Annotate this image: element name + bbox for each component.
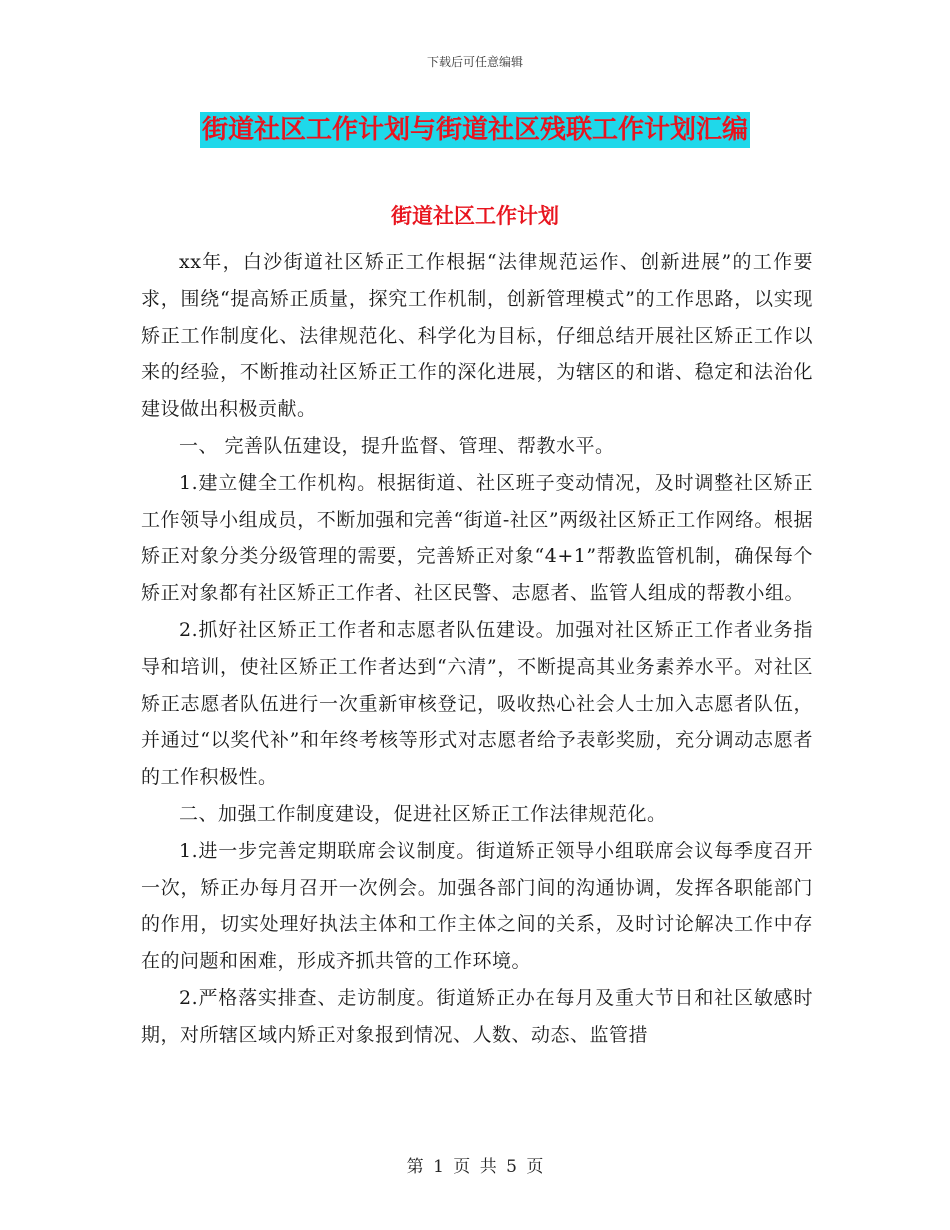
heading-section-two: 二、加强工作制度建设，促进社区矫正工作法律规范化。 (179, 802, 667, 825)
document-title: 街道社区工作计划与街道社区残联工作计划汇编 (200, 112, 750, 148)
section-title: 街道社区工作计划 (391, 204, 559, 228)
page-number-footer: 第 1 页 共 5 页 (406, 1157, 544, 1177)
paragraph-item-1-2: 2.抓好社区矫正工作者和志愿者队伍建设。加强对社区矫正工作者业务指导和培训，使社区矫正工作者达到“六清”，不断提高其业务素养水平。对社区矫正志愿者队伍进行一次重新审核登记，吸收热心社会人士加入志愿者队伍，并通过“以奖代补”和年终考核等形式对志愿者给予表彰奖励，充分调动志愿者的工作积极性。 (141, 618, 813, 789)
paragraph-item-2-2: 2.严格落实排查、走访制度。街道矫正办在每月及重大节日和社区敏感时期，对所辖区域内矫正对象报到情况、人数、动态、监管措 (141, 986, 813, 1046)
heading-section-one: 一、 完善队伍建设，提升监督、管理、帮教水平。 (179, 434, 615, 457)
paragraph-item-1-1: 1.建立健全工作机构。根据街道、社区班子变动情况，及时调整社区矫正工作领导小组成员，不断加强和完善“街道-社区”两级社区矫正工作网络。根据矫正对象分类分级管理的需要，完善矫正对象“4+1”帮教监管机制，确保每个矫正对象都有社区矫正工作者、社区民警、志愿者、监管人组成的帮教小组。 (141, 471, 813, 605)
document-body (141, 244, 813, 1054)
document-title-container (0, 112, 950, 148)
paragraph-item-2-1: 1.进一步完善定期联席会议制度。街道矫正领导小组联席会议每季度召开一次，矫正办每月召开一次例会。加强各部门间的沟通协调，发挥各职能部门的作用，切实处理好执法主体和工作主体之间的关系，及时讨论解决工作中存在的问题和困难，形成齐抓共管的工作环境。 (141, 839, 813, 973)
paragraph-intro: xx年，白沙街道社区矫正工作根据“法律规范运作、创新进展”的工作要求，围绕“提高矫正质量，探究工作机制，创新管理模式”的工作思路，以实现矫正工作制度化、法律规范化、科学化为目标，仔细总结开展社区矫正工作以来的经验，不断推动社区矫正工作的深化进展，为辖区的和谐、稳定和法治化建设做出积极贡献。 (141, 251, 813, 421)
page-header-note: 下载后可任意编辑 (426, 55, 523, 69)
